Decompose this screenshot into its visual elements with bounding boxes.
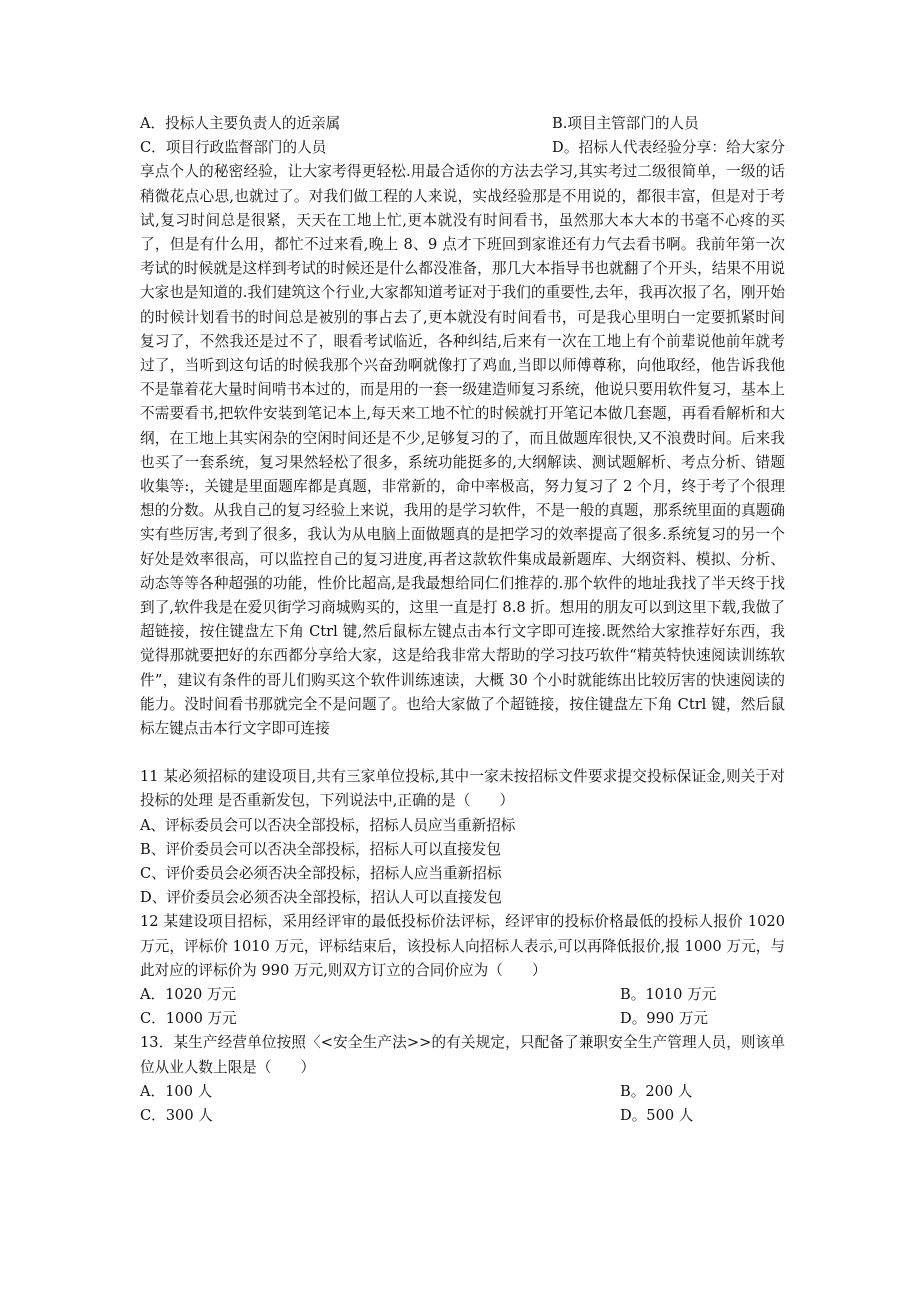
q10-option-b: B.项目主管部门的人员 <box>552 115 699 132</box>
q12-option-a: A．1020 万元 <box>140 986 237 1004</box>
q11-option-c: C、评价委员会必须否决全部投标，招标人应当重新招标 <box>140 865 502 883</box>
q12-options-row-2 <box>140 1007 785 1031</box>
q10-option-c-and-promo <box>140 136 785 741</box>
q11-stem: 11 某必须招标的建设项目,共有三家单位投标,其中一家未按招标文件要求提交投标保证金,则关于对投标的处理 是否重新发包，下列说法中,正确的是（ ） <box>140 768 785 810</box>
q12-option-c: C．1000 万元 <box>140 1010 237 1028</box>
q13-option-a: A．100 人 <box>140 1082 213 1100</box>
q12-options-row-1 <box>140 983 785 1007</box>
q10-options-row-1 <box>140 112 785 136</box>
q13-options-row-1 <box>140 1080 785 1104</box>
q11-option-d: D、评价委员会必须否决全部投标，招认人可以直接发包 <box>140 889 502 907</box>
q13-option-b: B。200 人 <box>620 1082 693 1100</box>
q10-option-a: A．投标人主要负责人的近亲属 <box>140 115 341 132</box>
q10-option-d-prefix: D。 <box>552 139 579 157</box>
q11-option-b: B、评价委员会可以否决全部投标，招标人可以直接发包 <box>140 840 501 858</box>
q12-option-b: B。1010 万元 <box>620 986 717 1004</box>
promo-paragraph[interactable]: 招标人代表经验分享：给大家分享点个人的秘密经验，让大家考得更轻松.用最合适你的方法去学习,其实考过二级很简单，一级的话稍微花点心思,也就过了。对我们做工程的人来说，实战经验那是不用说的，都很丰富，但是对于考试,复习时间总是很紧，天天在工地上忙,更本就没有时间看书，虽然那大本大本的书毫不心疼的买了，但是有什么用，都忙不过来看,晚上 8、9 点才下班回到家谁还有力气去看书啊。我前年第一次考试的时候就是这样到考试的时候还是什么都没准备，那几大本指导书也就翻了个开头，结果不用说大家也是知道的.我们建筑这个行业,大家都知道考证对于我们的重要性,去年，我再次报了名，刚开始的时候计划看书的时间总是被别的事占去了,更本就没有时间看书，可是我心里明白一定要抓紧时间复习了，不然我还是过不了，眼看考试临近，各种纠结,后来有一次在工地上有个前辈说他前年就考过了，当听到这句话的时候我那个兴奋劲啊就像打了鸡血,当即以师傅尊称，向他取经，他告诉我他不是靠着花大量时间啃书本过的，而是用的一套一级建造师复习系统，他说只要用软件复习，基本上不需要看书,把软件安装到笔记本上,每天来工地不忙的时候就打开笔记本做几套题，再看看解析和大纲，在工地上其实闲杂的空闲时间还是不少,足够复习的了，而且做题库很快,又不浪费时间。后来我也买了一套系统，复习果然轻松了很多，系统功能挺多的,大纲解读、测试题解析、考点分析、错题收集等:，关键是里面题库都是真题，非常新的，命中率极高，努力复习了 2 个月，终于考了个很理想的分数。从我自己的复习经验上来说，我用的是学习软件，不是一般的真题，那系统里面的真题确实有些厉害,考到了很多，我认为从电脑上面做题真的是把学习的效率提高了很多.系统复习的另一个好处是效率很高，可以监控自己的复习进度,再者这款软件集成最新题库、大纲资料、模拟、分析、动态等等各种超强的功能，性价比超高,是我最想给同仁们推荐的.那个软件的地址我找了半天终于找到了,软件我是在爱贝街学习商城购买的，这里一直是打 8.8 折。想用的朋友可以到这里下载,我做了超链接，按住键盘左下角 Ctrl 键,然后鼠标左键点击本行文字即可连接.既然给大家推荐好东西，我觉得那就要把好的东西都分享给大家，这是给我非常大帮助的学习技巧软件“精英特快速阅读训练软件”，建议有条件的哥儿们购买这个软件训练速读，大概 30 个小时就能练出比较厉害的快速阅读的能力。没时间看书那就完全不是问题了。也给大家做了个超链接，按住键盘左下角 Ctrl 键，然后鼠标左键点击本行文字即可连接 <box>140 139 785 738</box>
q13-stem: 13．某生产经营单位按照〈<安全生产法>>的有关规定，只配备了兼职安全生产管理人员，则该单位从业人数上限是（ ） <box>140 1034 785 1076</box>
q12-stem: 12 某建设项目招标，采用经评审的最低投标价法评标，经评审的投标价格最低的投标人报价 1020 万元，评标价 1010 万元，评标结束后，该投标人向招标人表示,可以再降低报价,报 1000 万元，与此对应的评标价为 990 万元,则双方订立的合同价应为（ ） <box>140 913 785 979</box>
q12-option-d: D。990 万元 <box>620 1010 708 1028</box>
q13-options-row-2 <box>140 1104 785 1128</box>
document-page <box>140 112 785 1128</box>
q10-option-c: C．项目行政监督部门的人员 <box>140 139 327 157</box>
section-gap <box>140 741 785 765</box>
q13-option-d: D。500 人 <box>620 1107 694 1125</box>
q11-option-a: A、评标委员会可以否决全部投标，招标人员应当重新招标 <box>140 816 516 834</box>
q13-option-c: C．300 人 <box>140 1107 213 1125</box>
